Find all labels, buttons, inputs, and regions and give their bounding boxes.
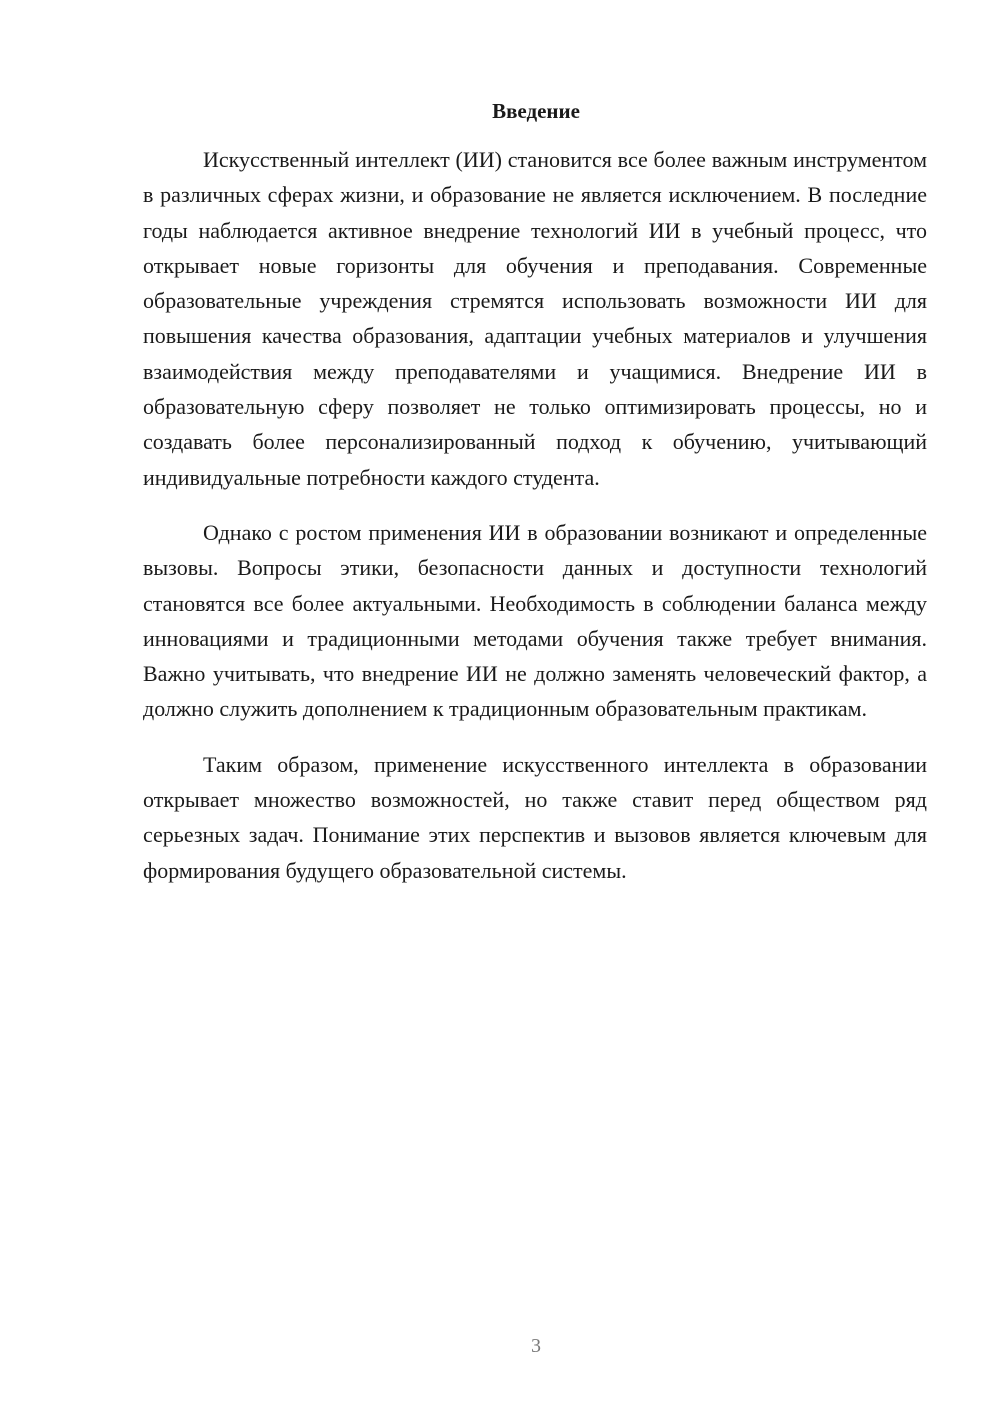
- section-heading: Введение: [492, 99, 580, 123]
- page-number: 3: [531, 1335, 541, 1357]
- paragraph-3: Таким образом, применение искусственного интеллекта в образовании открывает множество возможностей, но также ставит перед обществом ряд серьезных задач. Понимание этих перспектив и вызовов является ключевым для формирования будущего образовательной системы.: [143, 751, 927, 883]
- paragraph-2: Однако с ростом применения ИИ в образовании возникают и определенные вызовы. Вопросы этики, безопасности данных и доступности технологий становятся все более актуальными. Необходимость в соблюдении баланса между инновациями и традиционными методами обучения также требует внимания. Важно учитывать, что внедрение ИИ не должно заменять человеческий фактор, а должно служить дополнением к традиционным образовательным практикам.: [143, 519, 927, 722]
- body-text: [143, 142, 927, 888]
- paragraph-1: Искусственный интеллект (ИИ) становится все более важным инструментом в различных сферах жизни, и образование не является исключением. В последние годы наблюдается активное внедрение технологий ИИ в учебный процесс, что открывает новые горизонты для обучения и преподавания. Современные образовательные учреждения стремятся использовать возможности ИИ для повышения качества образования, адаптации учебных материалов и улучшения взаимодействия между преподавателями и учащимися. Внедрение ИИ в образовательную сферу позволяет не только оптимизировать процессы, но и создавать более персонализированный подход к обучению, учитывающий индивидуальные потребности каждого студента.: [143, 147, 927, 490]
